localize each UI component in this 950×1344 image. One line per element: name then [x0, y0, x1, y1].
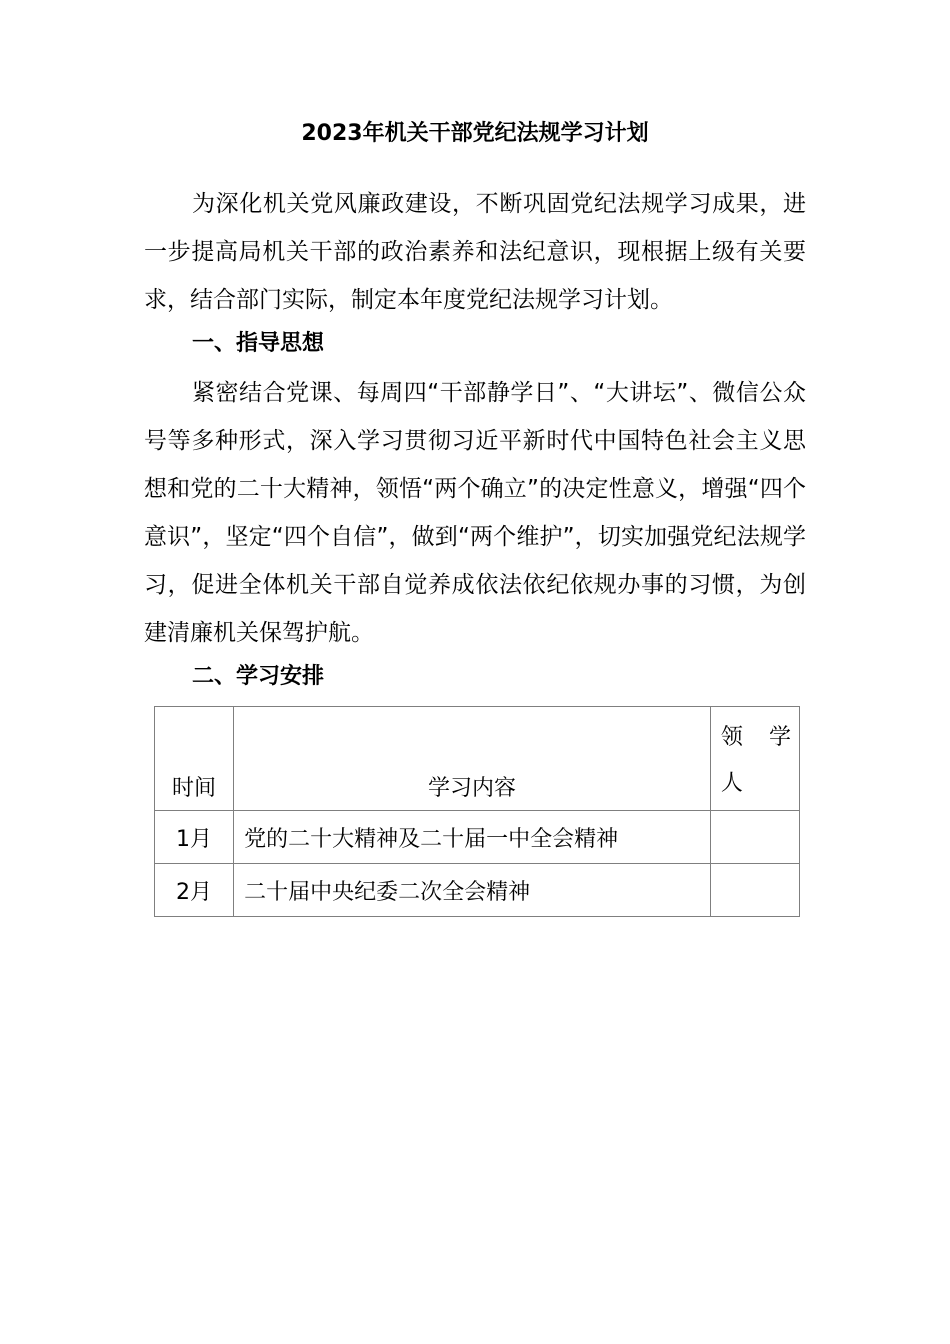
section-heading-study-arrangement: 二、学习安排 [192, 664, 325, 689]
row-content: 党的二十大精神及二十届一中全会精神 [234, 811, 711, 864]
row-lead [710, 864, 799, 917]
study-schedule-table [154, 706, 800, 917]
table-header-row [155, 707, 800, 811]
header-lead-person [710, 707, 799, 811]
document-title: 2023年机关干部党纪法规学习计划 [301, 121, 649, 146]
row-month: 1月 [155, 811, 234, 864]
guiding-ideology-paragraph: 紧密结合党课、每周四“干部静学日”、“大讲坛”、微信公众号等多种形式，深入学习贯彻习近平新时代中国特色社会主义思想和党的二十大精神，领悟“两个确立”的决定性意义，增强“四个意识”，坚定“四个自信”，做到“两个维护”，切实加强党纪法规学习，促进全体机关干部自觉养成依法依纪依规办事的习惯，为创建清廉机关保驾护航。 [144, 380, 806, 646]
header-lead-char-3: 人 [720, 771, 743, 796]
intro-paragraph: 为深化机关党风廉政建设，不断巩固党纪法规学习成果，进一步提高局机关干部的政治素养和法纪意识，现根据上级有关要求，结合部门实际，制定本年度党纪法规学习计划。 [144, 191, 806, 313]
row-lead [710, 811, 799, 864]
section-heading-guiding-ideology: 一、指导思想 [192, 331, 325, 356]
header-time: 时间 [155, 707, 234, 811]
header-content: 学习内容 [234, 707, 711, 811]
header-lead-char-1: 领 [720, 725, 743, 750]
row-month: 2月 [155, 864, 234, 917]
table-row [155, 864, 800, 917]
header-lead-char-2: 学 [768, 725, 791, 750]
row-content: 二十届中央纪委二次全会精神 [234, 864, 711, 917]
table-row [155, 811, 800, 864]
